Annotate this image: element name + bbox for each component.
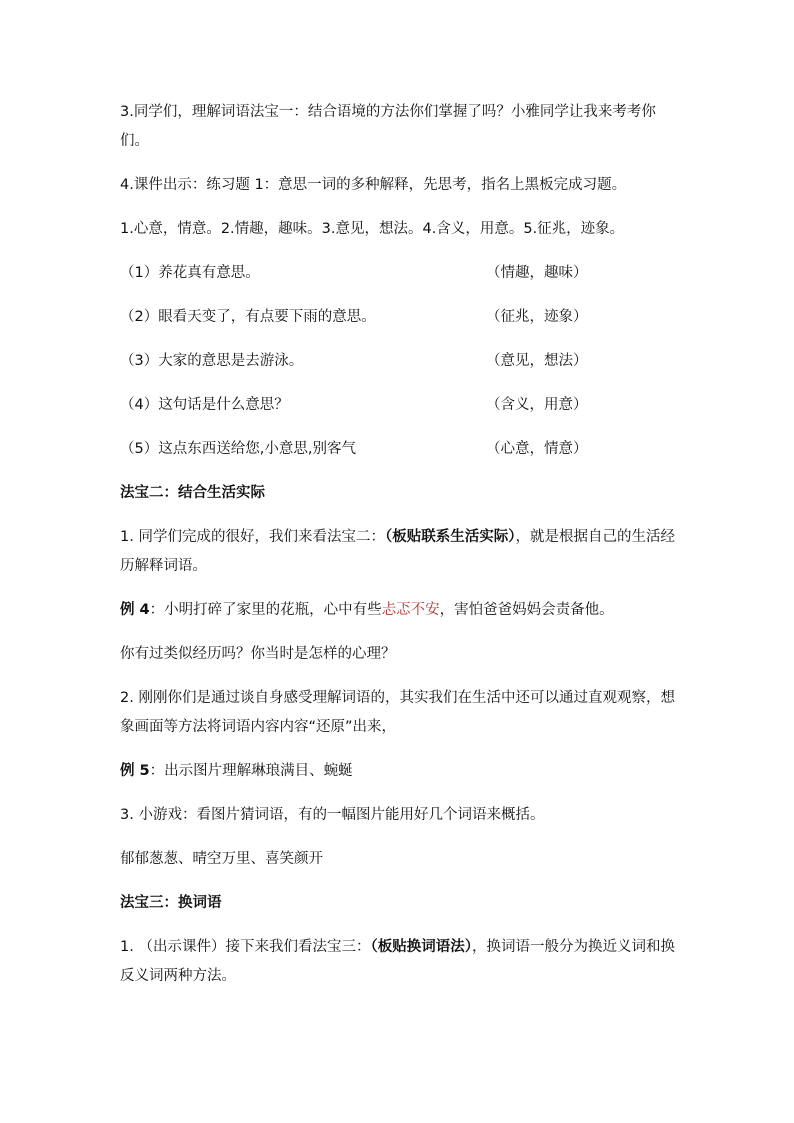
section-heading-method-two: 法宝二：结合生活实际 [120, 485, 265, 501]
exercise-answer: （含义，用意） [486, 397, 588, 413]
exercise-answer: （意见，想法） [486, 353, 588, 369]
exercise-row [120, 435, 676, 464]
document-body [120, 98, 676, 1006]
paragraph-review-method-one: 3.同学们，理解词语法宝一：结合语境的方法你们掌握了吗？小雅同学让我来考考你们。 [120, 104, 656, 149]
exercise-question: （3）大家的意思是去游泳。 [120, 353, 304, 369]
example-label: 例 4 [120, 602, 150, 618]
exercise-row [120, 391, 676, 420]
example-4: 例 4：小明打碎了家里的花瓶，心中有些忐忑不安，害怕爸爸妈妈会责备他。 [120, 602, 614, 618]
highlighted-word: 忐忑不安 [381, 602, 440, 618]
exercise-question: （1）养花真有意思。 [120, 265, 260, 281]
example-5: 例 5：出示图片理解琳琅满目、蜿蜒 [120, 763, 353, 779]
paragraph-method-three-intro: 1. （出示课件）接下来我们看法宝三：（板贴换词语法），换词语一般分为换近义词和换反义词两种方法。 [120, 939, 675, 984]
exercise-question: （2）眼看天变了，有点要下雨的意思。 [120, 309, 376, 325]
paragraph-word-list: 郁郁葱葱、晴空万里、喜笑颜开 [120, 851, 323, 867]
section-heading-method-three: 法宝三：换词语 [120, 895, 222, 911]
exercise-answer: （征兆，迹象） [486, 309, 588, 325]
paragraph-courseware-exercise: 4.课件出示：练习题 1：意思一词的多种解释，先思考，指名上黑板完成习题。 [120, 177, 627, 193]
exercise-question: （5）这点东西送给您,小意思,别客气 [120, 441, 356, 457]
exercise-answer: （情趣，趣味） [486, 265, 588, 281]
paragraph-observation: 2. 刚刚你们是通过谈自身感受理解词语的，其实我们在生活中还可以通过直观观察，想象画面等方法将词语内容内容“还原”出来， [120, 690, 675, 735]
exercise-row [120, 347, 676, 376]
paragraph-question: 你有过类似经历吗？你当时是怎样的心理？ [120, 646, 396, 662]
paragraph-method-two-intro: 1. 同学们完成的很好，我们来看法宝二：（板贴联系生活实际），就是根据自己的生活经历解释词语。 [120, 529, 675, 574]
exercise-question: （4）这句话是什么意思？ [120, 397, 289, 413]
example-label: 例 5 [120, 763, 150, 779]
paragraph-meaning-options: 1.心意，情意。2.情趣，趣味。3.意见，想法。4.含义，用意。5.征兆，迹象。 [120, 221, 625, 237]
exercise-row [120, 259, 676, 288]
board-note: （板贴联系生活实际） [384, 529, 516, 545]
exercise-row [120, 303, 676, 332]
paragraph-game: 3. 小游戏：看图片猜词语，有的一幅图片能用好几个词语来概括。 [120, 807, 545, 823]
board-note: （板贴换词语法） [370, 939, 472, 955]
exercise-answer: （心意，情意） [486, 441, 588, 457]
